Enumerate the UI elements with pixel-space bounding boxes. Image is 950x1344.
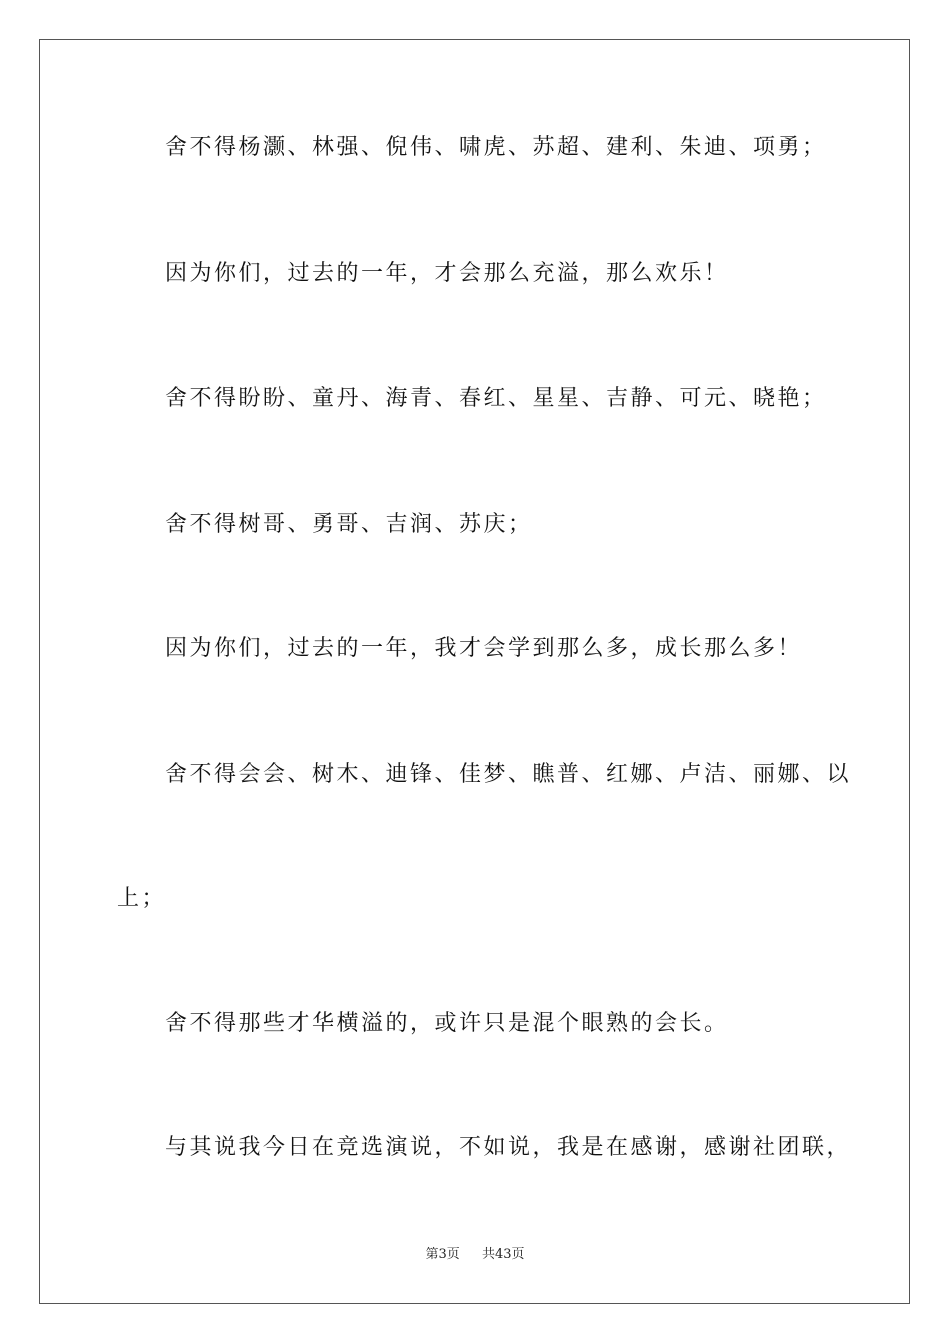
text-line: 因为你们，过去的一年，我才会学到那么多，成长那么多！ (165, 636, 803, 661)
page-footer (0, 1246, 950, 1264)
page-number: 第3页 (425, 1247, 460, 1262)
text-line: 舍不得盼盼、童丹、海青、春红、星星、吉静、可元、晓艳； (165, 386, 827, 411)
text-line: 上； (117, 886, 167, 911)
page-border (39, 39, 910, 1304)
text-line: 舍不得会会、树木、迪锋、佳梦、瞧普、红娜、卢洁、丽娜、以 (165, 762, 852, 787)
text-line: 舍不得树哥、勇哥、吉润、苏庆； (165, 512, 533, 537)
text-line: 舍不得杨灏、林强、倪伟、啸虎、苏超、建利、朱迪、项勇； (165, 135, 827, 160)
text-line: 舍不得那些才华横溢的，或许只是混个眼熟的会长。 (165, 1011, 729, 1036)
text-line: 与其说我今日在竞选演说，不如说，我是在感谢，感谢社团联， (165, 1135, 852, 1160)
page-total: 共43页 (482, 1247, 525, 1262)
text-line: 因为你们，过去的一年，才会那么充溢，那么欢乐！ (165, 261, 729, 286)
